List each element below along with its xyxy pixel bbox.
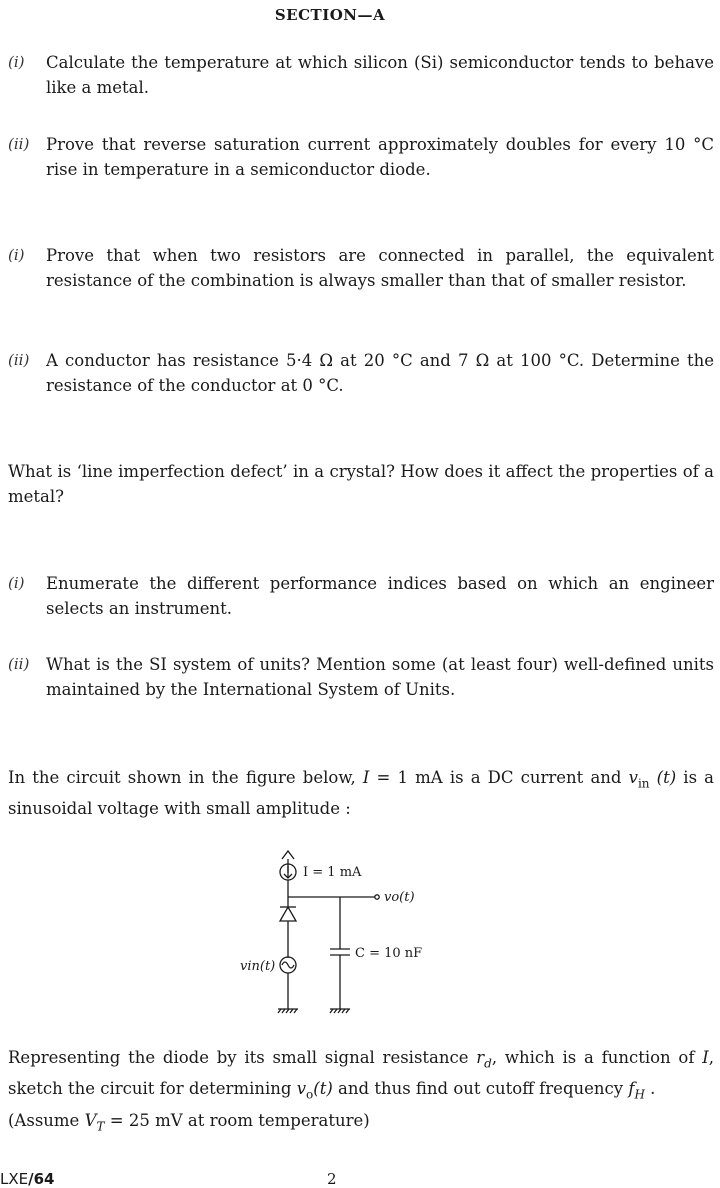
symbol-r: r	[476, 1048, 485, 1067]
subscript-in: in	[637, 776, 650, 791]
q1-part-i	[8, 50, 714, 100]
q5-body	[8, 1045, 714, 1139]
symbol-I: I	[702, 1048, 709, 1067]
section-heading: SECTION—A	[274, 6, 386, 24]
paper-code-number: /64	[28, 1170, 55, 1188]
q1-part-ii	[8, 132, 714, 182]
output-terminal	[375, 895, 379, 899]
part-number: (i)	[8, 574, 25, 592]
q2-part-i	[8, 243, 714, 293]
symbol-I: I	[362, 768, 370, 787]
part-number: (i)	[8, 53, 25, 71]
symbol-v: v	[628, 768, 638, 787]
source-label: I = 1 mA	[303, 865, 362, 880]
part-number: (ii)	[8, 655, 30, 673]
page-number: 2	[327, 1170, 337, 1188]
text-run: , which is a function of	[491, 1048, 703, 1067]
input-label: vin(t)	[240, 959, 276, 974]
text-run: Representing the diode by its small signal resistance	[8, 1048, 477, 1067]
part-text: What is the SI system of units? Mention some (at least four) well-defined units maintained by the International System of Units.	[46, 655, 714, 699]
part-text: Enumerate the different performance indices based on which an engineer selects an instrument.	[46, 574, 714, 618]
q2-part-ii	[8, 348, 714, 398]
symbol-V: V	[84, 1110, 97, 1130]
question-text	[8, 765, 714, 821]
diode-icon	[280, 907, 296, 921]
circuit-diagram	[220, 845, 460, 1020]
part-number: (i)	[8, 246, 25, 264]
sine-wave-icon	[282, 962, 294, 968]
text-run: is a sinusoidal voltage with small amplitude :	[8, 768, 714, 819]
symbol-t: (t)	[313, 1079, 333, 1099]
output-label: vo(t)	[384, 890, 415, 905]
symbol-t: (t)	[649, 768, 677, 787]
part-text: Prove that when two resistors are connected in parallel, the equivalent resistance of the combination is always smaller than that of smaller resistor.	[46, 246, 714, 290]
symbol-v: v	[296, 1079, 307, 1099]
subscript-H: H	[634, 1087, 645, 1102]
symbol-f: f	[628, 1079, 635, 1099]
text-run: .	[644, 1079, 656, 1099]
part-text: A conductor has resistance 5·4 Ω at 20 °C and 7 Ω at 100 °C. Determine the resistance of the conductor at 0 °C.	[46, 351, 714, 395]
text-run: and thus find out cutoff frequency	[332, 1079, 629, 1099]
part-text: Calculate the temperature at which silicon (Si) semiconductor tends to behave like a metal.	[46, 53, 714, 97]
supply-arrow-icon	[282, 851, 294, 859]
capacitor-label: C = 10 nF	[355, 946, 423, 961]
question-text: What is ‘line imperfection defect’ in a crystal? How does it affect the properties of a metal?	[8, 462, 714, 506]
paper-code	[0, 1170, 54, 1188]
text-run: = 1 mA is a DC current and	[369, 768, 629, 787]
part-text: Prove that reverse saturation current approximately doubles for every 10 °C rise in temperature in a semiconductor diode.	[46, 135, 714, 179]
question-text	[8, 1045, 714, 1139]
subscript-o: o	[306, 1087, 314, 1102]
part-number: (ii)	[8, 135, 30, 153]
text-run: In the circuit shown in the figure below,	[8, 768, 363, 787]
q5-intro	[8, 765, 714, 821]
q4-part-ii	[8, 652, 714, 702]
subscript-T: T	[96, 1118, 105, 1133]
text-run: = 25 mV at room temperature)	[104, 1110, 370, 1130]
subscript-d: d	[484, 1056, 492, 1071]
part-number: (ii)	[8, 351, 30, 369]
q3-text	[8, 459, 714, 509]
paper-code-prefix: LXE	[0, 1170, 29, 1188]
text-run: (Assume	[8, 1110, 85, 1130]
text-run: , sketch the circuit for determining	[8, 1048, 714, 1099]
q4-part-i	[8, 571, 714, 621]
